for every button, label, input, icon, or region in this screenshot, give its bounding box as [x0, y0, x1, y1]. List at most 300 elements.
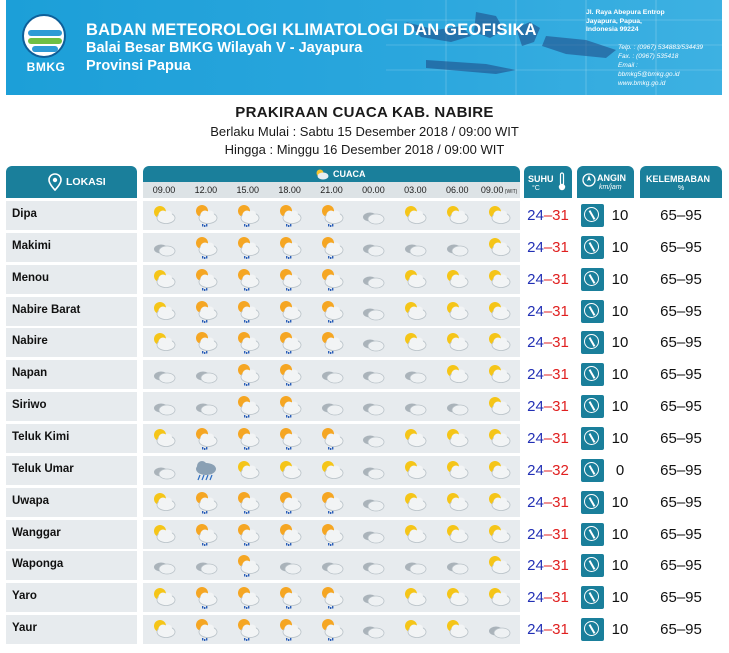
- wind-cell: [577, 328, 634, 357]
- location-name: Dipa: [12, 208, 37, 220]
- table-row: [6, 297, 722, 326]
- partly-cloudy-icon: [486, 426, 512, 450]
- partly-cloudy-icon: [235, 458, 261, 482]
- compass-icon: [581, 268, 604, 291]
- cloudy-sun-rain-icon: [193, 617, 219, 641]
- cloudy-sun-rain-icon: [235, 299, 261, 323]
- partly-cloudy-icon: [402, 585, 428, 609]
- cloudy-sun-rain-icon: [235, 522, 261, 546]
- table-row: [6, 328, 722, 357]
- wind-cell: [577, 360, 634, 389]
- temp-max: 31: [552, 398, 569, 416]
- table-row: [6, 201, 722, 230]
- partly-cloudy-icon: [444, 203, 470, 227]
- cloudy-icon: [360, 330, 386, 354]
- temp-separator: –: [543, 461, 553, 479]
- cloudy-sun-rain-icon: [235, 394, 261, 418]
- cloudy-icon: [402, 553, 428, 577]
- location-cell: [6, 265, 137, 294]
- partly-cloudy-icon: [444, 522, 470, 546]
- temp-separator: –: [543, 557, 553, 575]
- cloudy-sun-rain-icon: [193, 235, 219, 259]
- cloudy-icon: [193, 553, 219, 577]
- wind-cell: [577, 456, 634, 485]
- location-cell: [6, 392, 137, 421]
- table-row: [6, 233, 722, 262]
- location-cell: [6, 456, 137, 485]
- cloudy-icon: [360, 203, 386, 227]
- time-slot-label: 06.00: [445, 185, 469, 195]
- temp-separator: –: [543, 270, 553, 288]
- partly-cloudy-icon: [486, 585, 512, 609]
- temp-min: 24: [527, 429, 544, 447]
- temp-min: 24: [527, 621, 544, 639]
- temperature-cell: [524, 520, 572, 549]
- cloudy-sun-rain-icon: [319, 490, 345, 514]
- partly-cloudy-icon: [486, 235, 512, 259]
- location-name: Wanggar: [12, 526, 61, 539]
- cloudy-sun-rain-icon: [235, 267, 261, 291]
- weather-cell: [143, 233, 520, 262]
- cloudy-icon: [360, 458, 386, 482]
- cloudy-sun-rain-icon: [277, 426, 303, 450]
- temp-min: 24: [527, 207, 544, 224]
- cloudy-icon: [486, 617, 512, 641]
- humidity-cell: 65–95: [640, 488, 722, 517]
- wind-speed: 10: [611, 621, 629, 639]
- partly-cloudy-icon: [444, 362, 470, 386]
- partly-cloudy-icon: [486, 299, 512, 323]
- valid-until: Hingga : Minggu 16 Desember 2018 / 09:00 WIT: [224, 142, 505, 157]
- weather-cell: [143, 424, 520, 453]
- thermometer-icon: [557, 172, 567, 192]
- location-cell: [6, 520, 137, 549]
- wind-cell: [577, 520, 634, 549]
- partly-cloudy-icon: [151, 490, 177, 514]
- cloudy-sun-rain-icon: [193, 299, 219, 323]
- temperature-cell: [524, 551, 572, 580]
- table-row: [6, 583, 722, 612]
- cloudy-icon: [444, 553, 470, 577]
- partly-cloudy-icon: [402, 299, 428, 323]
- location-cell: [6, 297, 137, 326]
- partly-cloudy-icon: [486, 490, 512, 514]
- lokasi-label: LOKASI: [66, 176, 106, 188]
- location-name: Siriwo: [12, 399, 47, 412]
- partly-cloudy-icon: [319, 458, 345, 482]
- cloud-header-icon: [315, 168, 329, 180]
- partly-cloudy-icon: [444, 267, 470, 291]
- partly-cloudy-icon: [151, 299, 177, 323]
- compass-icon: [581, 523, 604, 546]
- valid-from: Berlaku Mulai : Sabtu 15 Desember 2018 / 09:00 WIT: [210, 124, 519, 139]
- compass-icon: [581, 459, 604, 482]
- cloudy-icon: [360, 522, 386, 546]
- wind-cell: [577, 424, 634, 453]
- header-banner: [6, 0, 722, 95]
- cloudy-sun-rain-icon: [277, 585, 303, 609]
- table-row: [6, 551, 722, 580]
- weather-cell: [143, 456, 520, 485]
- partly-cloudy-icon: [486, 267, 512, 291]
- table-row: [6, 360, 722, 389]
- partly-cloudy-icon: [402, 617, 428, 641]
- partly-cloudy-icon: [402, 522, 428, 546]
- temperature-cell: [524, 615, 572, 644]
- time-slot-label: 18.00: [278, 185, 301, 195]
- temp-min: 24: [527, 461, 544, 479]
- humidity-cell: 65–95: [640, 265, 722, 294]
- suhu-label: SUHU: [528, 174, 554, 184]
- cloudy-icon: [444, 235, 470, 259]
- temp-separator: –: [543, 207, 553, 224]
- cloudy-icon: [193, 362, 219, 386]
- location-name: Nabire: [12, 335, 48, 348]
- weather-cell: [143, 615, 520, 644]
- wind-speed: 10: [611, 270, 629, 288]
- partly-cloudy-icon: [402, 330, 428, 354]
- location-cell: [6, 488, 137, 517]
- weather-cell: [143, 488, 520, 517]
- temperature-cell: [524, 201, 572, 230]
- partly-cloudy-icon: [151, 617, 177, 641]
- temp-max: 31: [552, 366, 569, 384]
- partly-cloudy-icon: [444, 490, 470, 514]
- weather-cell: [143, 392, 520, 421]
- column-header-cuaca: [143, 166, 520, 198]
- cloudy-sun-rain-icon: [235, 362, 261, 386]
- cloudy-sun-rain-icon: [235, 585, 261, 609]
- column-header-lokasi: [6, 166, 137, 198]
- location-pin-icon: [48, 173, 62, 191]
- wind-speed: 10: [611, 557, 629, 575]
- location-cell: [6, 551, 137, 580]
- cloudy-icon: [360, 490, 386, 514]
- cloudy-icon: [360, 426, 386, 450]
- cloudy-sun-rain-icon: [193, 490, 219, 514]
- wind-cell: [577, 488, 634, 517]
- org-name: BADAN METEOROLOGI KLIMATOLOGI DAN GEOFISIKA: [86, 21, 537, 39]
- cloudy-icon: [360, 362, 386, 386]
- weather-cell: [143, 201, 520, 230]
- location-name: Makimi: [12, 239, 51, 252]
- cloudy-icon: [360, 267, 386, 291]
- location-cell: [6, 328, 137, 357]
- partly-cloudy-icon: [151, 203, 177, 227]
- angin-unit: km/jam: [599, 184, 622, 191]
- table-row: [6, 265, 722, 294]
- humidity-cell: 65–95: [640, 456, 722, 485]
- wind-icon: [581, 172, 597, 188]
- cloudy-icon: [277, 553, 303, 577]
- partly-cloudy-icon: [402, 203, 428, 227]
- wind-speed: 10: [611, 302, 629, 320]
- partly-cloudy-icon: [486, 330, 512, 354]
- temp-max: 31: [552, 493, 569, 511]
- temp-separator: –: [543, 366, 553, 384]
- time-slot-label: 03.00: [404, 185, 427, 195]
- partly-cloudy-icon: [486, 362, 512, 386]
- wind-cell: [577, 297, 634, 326]
- table-row: [6, 456, 722, 485]
- partly-cloudy-icon: [151, 522, 177, 546]
- humidity-cell: 65–95: [640, 360, 722, 389]
- temp-max: 31: [552, 621, 569, 639]
- cloudy-sun-rain-icon: [277, 617, 303, 641]
- cloudy-icon: [360, 394, 386, 418]
- partly-cloudy-icon: [151, 267, 177, 291]
- cloudy-sun-rain-icon: [193, 330, 219, 354]
- cloudy-sun-rain-icon: [319, 299, 345, 323]
- partly-cloudy-icon: [486, 458, 512, 482]
- location-name: Yaro: [12, 590, 37, 603]
- temp-min: 24: [527, 366, 544, 384]
- cloudy-icon: [360, 299, 386, 323]
- cloudy-sun-rain-icon: [193, 522, 219, 546]
- wind-speed: 10: [611, 525, 629, 543]
- location-name: Yaur: [12, 622, 37, 635]
- cloudy-icon: [360, 553, 386, 577]
- temperature-cell: [524, 392, 572, 421]
- time-slot-label: 09.00 (WIT): [480, 185, 518, 195]
- temp-separator: –: [543, 398, 553, 416]
- table-row: [6, 392, 722, 421]
- humidity-cell: 65–95: [640, 424, 722, 453]
- location-cell: [6, 201, 137, 230]
- cloudy-sun-rain-icon: [193, 203, 219, 227]
- cloudy-icon: [151, 553, 177, 577]
- compass-icon: [581, 395, 604, 418]
- temp-separator: –: [543, 589, 553, 607]
- cloudy-icon: [151, 394, 177, 418]
- temperature-cell: [524, 424, 572, 453]
- contact-email: bbmkg5@bmkg.go.id: [618, 71, 680, 78]
- cloudy-sun-rain-icon: [319, 267, 345, 291]
- wind-speed: 10: [611, 493, 629, 511]
- cuaca-label: CUACA: [333, 169, 366, 179]
- weather-cell: [143, 583, 520, 612]
- humidity-cell: 65–95: [640, 520, 722, 549]
- temp-max: 31: [552, 334, 569, 352]
- humidity-cell: 65–95: [640, 392, 722, 421]
- weather-cell: [143, 328, 520, 357]
- compass-icon: [581, 363, 604, 386]
- cloudy-sun-rain-icon: [319, 235, 345, 259]
- wind-cell: [577, 615, 634, 644]
- table-row: [6, 424, 722, 453]
- cloudy-icon: [319, 362, 345, 386]
- partly-cloudy-icon: [486, 394, 512, 418]
- cloudy-sun-rain-icon: [235, 490, 261, 514]
- cloudy-sun-rain-icon: [277, 522, 303, 546]
- column-header-kelembaban: [640, 166, 722, 198]
- partly-cloudy-icon: [486, 553, 512, 577]
- wind-cell: [577, 265, 634, 294]
- temp-max: 31: [552, 525, 569, 543]
- time-slot-label: 09.00: [152, 185, 176, 195]
- cloudy-sun-rain-icon: [193, 267, 219, 291]
- wind-speed: 10: [611, 589, 629, 607]
- location-name: Menou: [12, 271, 50, 284]
- temp-separator: –: [543, 429, 553, 447]
- cloudy-icon: [319, 553, 345, 577]
- wind-speed: 10: [611, 207, 629, 224]
- weather-cell: [143, 297, 520, 326]
- time-suffix: (WIT): [503, 189, 518, 195]
- location-cell: [6, 233, 137, 262]
- compass-icon: [581, 331, 604, 354]
- cloudy-sun-rain-icon: [193, 426, 219, 450]
- compass-icon: [581, 236, 604, 259]
- temp-max: 31: [552, 270, 569, 288]
- cloudy-sun-rain-icon: [319, 617, 345, 641]
- cloudy-icon: [151, 458, 177, 482]
- cloudy-sun-rain-icon: [235, 330, 261, 354]
- cloudy-icon: [193, 394, 219, 418]
- compass-icon: [581, 554, 604, 577]
- partly-cloudy-icon: [444, 458, 470, 482]
- contact-web: www.bmkg.go.id: [618, 80, 666, 87]
- partly-cloudy-icon: [444, 299, 470, 323]
- thunderstorm-icon: [193, 458, 219, 482]
- partly-cloudy-icon: [402, 490, 428, 514]
- partly-cloudy-icon: [402, 458, 428, 482]
- location-cell: [6, 360, 137, 389]
- contact-email-label: Email :: [618, 62, 638, 69]
- temperature-cell: [524, 583, 572, 612]
- temp-min: 24: [527, 525, 544, 543]
- compass-icon: [581, 300, 604, 323]
- wind-speed: 10: [611, 334, 629, 352]
- location-cell: [6, 583, 137, 612]
- location-name: Waponga: [12, 558, 64, 571]
- wind-speed: 10: [611, 398, 629, 416]
- partly-cloudy-icon: [486, 522, 512, 546]
- compass-icon: [581, 618, 604, 641]
- cloudy-sun-rain-icon: [235, 426, 261, 450]
- humidity-cell: 65–95: [640, 583, 722, 612]
- time-slot-label: 15.00: [236, 185, 260, 195]
- location-name: Teluk Umar: [12, 462, 74, 475]
- temp-min: 24: [527, 238, 544, 256]
- temperature-cell: [524, 456, 572, 485]
- temp-min: 24: [527, 398, 544, 416]
- contact-telp: Telp. : (0967) 534883/534439: [618, 44, 704, 51]
- temp-max: 31: [552, 302, 569, 320]
- temp-separator: –: [543, 302, 553, 320]
- compass-icon: [581, 427, 604, 450]
- time-slot-label: 21.00: [320, 185, 343, 195]
- wind-speed: 10: [611, 366, 629, 384]
- org-province: Provinsi Papua: [86, 58, 191, 74]
- temp-max: 32: [552, 461, 569, 479]
- compass-icon: [581, 491, 604, 514]
- compass-icon: [581, 204, 604, 227]
- wind-speed: 10: [611, 429, 629, 447]
- logo-text: BMKG: [26, 60, 66, 74]
- wind-cell: [577, 201, 634, 230]
- temperature-cell: [524, 360, 572, 389]
- wind-cell: [577, 233, 634, 262]
- location-cell: [6, 615, 137, 644]
- temperature-cell: [524, 265, 572, 294]
- kelembaban-label: KELEMBABAN: [646, 174, 710, 184]
- wind-cell: [577, 392, 634, 421]
- time-slot-label: 12.00: [194, 185, 218, 195]
- temp-separator: –: [543, 493, 553, 511]
- kelembaban-unit: %: [678, 185, 685, 192]
- cloudy-sun-rain-icon: [319, 522, 345, 546]
- cloudy-sun-rain-icon: [277, 394, 303, 418]
- cloudy-icon: [319, 394, 345, 418]
- wind-speed: 0: [615, 461, 625, 479]
- temp-min: 24: [527, 557, 544, 575]
- partly-cloudy-icon: [402, 267, 428, 291]
- cloudy-icon: [402, 362, 428, 386]
- cloudy-icon: [444, 394, 470, 418]
- humidity-cell: 65–95: [640, 328, 722, 357]
- time-slot-label: 00.00: [362, 185, 385, 195]
- partly-cloudy-icon: [444, 617, 470, 641]
- humidity-cell: 65–95: [640, 551, 722, 580]
- cloudy-icon: [402, 235, 428, 259]
- location-name: Teluk Kimi: [12, 430, 70, 443]
- temp-max: 31: [552, 238, 569, 256]
- temperature-cell: [524, 328, 572, 357]
- cloudy-icon: [151, 235, 177, 259]
- partly-cloudy-icon: [444, 330, 470, 354]
- weather-cell: [143, 360, 520, 389]
- humidity-cell: 65–95: [640, 615, 722, 644]
- cloudy-sun-rain-icon: [277, 267, 303, 291]
- column-header-angin: [577, 166, 634, 198]
- cloudy-icon: [360, 585, 386, 609]
- partly-cloudy-icon: [277, 458, 303, 482]
- time-slots-row: [143, 182, 520, 198]
- cloudy-sun-rain-icon: [277, 362, 303, 386]
- temperature-cell: [524, 233, 572, 262]
- cloudy-sun-rain-icon: [277, 235, 303, 259]
- cloudy-sun-rain-icon: [277, 490, 303, 514]
- page-title: PRAKIRAAN CUACA KAB. NABIRE: [235, 104, 494, 121]
- weather-cell: [143, 551, 520, 580]
- cloudy-sun-rain-icon: [277, 330, 303, 354]
- wind-cell: [577, 583, 634, 612]
- temp-min: 24: [527, 302, 544, 320]
- angin-label: ANGIN: [597, 173, 626, 183]
- contact-block: [618, 43, 722, 88]
- table-row: [6, 520, 722, 549]
- partly-cloudy-icon: [402, 426, 428, 450]
- cloudy-sun-rain-icon: [235, 235, 261, 259]
- cloudy-sun-rain-icon: [319, 330, 345, 354]
- cloudy-icon: [402, 394, 428, 418]
- suhu-unit: °C: [532, 185, 540, 192]
- cloudy-sun-rain-icon: [235, 617, 261, 641]
- cloudy-sun-rain-icon: [193, 585, 219, 609]
- humidity-cell: 65–95: [640, 201, 722, 230]
- weather-cell: [143, 520, 520, 549]
- column-header-suhu: [524, 166, 572, 198]
- partly-cloudy-icon: [486, 203, 512, 227]
- cloudy-sun-rain-icon: [319, 426, 345, 450]
- table-row: [6, 488, 722, 517]
- partly-cloudy-icon: [151, 426, 177, 450]
- partly-cloudy-icon: [151, 330, 177, 354]
- cloudy-icon: [360, 617, 386, 641]
- location-name: Nabire Barat: [12, 303, 81, 316]
- temp-max: 31: [552, 589, 569, 607]
